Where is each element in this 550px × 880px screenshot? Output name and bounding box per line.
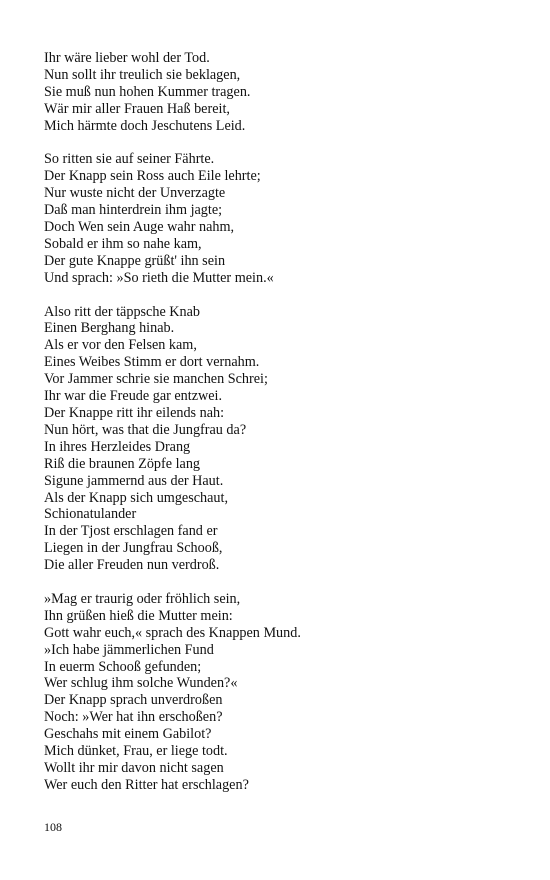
verse-line: Wer schlug ihm solche Wunden?« xyxy=(44,675,238,692)
verse-line: Ihr war die Freude gar entzwei. xyxy=(44,388,223,405)
verse-line: Nun sollt ihr treulich sie beklagen, xyxy=(44,66,241,83)
verse-line: »Ich habe jämmerlichen Fund xyxy=(44,641,214,658)
verse-line: Einen Berghang hinab. xyxy=(44,320,175,337)
verse-line: Als er vor den Felsen kam, xyxy=(44,337,197,354)
verse-line: Die aller Freuden nun verdroß. xyxy=(44,557,220,574)
verse-line: Sobald er ihm so nahe kam, xyxy=(44,235,202,252)
verse-line: So ritten sie auf seiner Fährte. xyxy=(44,151,215,168)
verse-line: Sigune jammernd aus der Haut. xyxy=(44,472,224,489)
verse-line: In der Tjost erschlagen fand er xyxy=(44,523,218,540)
verse-line: Nur wuste nicht der Unverzagte xyxy=(44,185,226,202)
verse-line: Sie muß nun hohen Kummer tragen. xyxy=(44,83,251,100)
verse-line: In euerm Schooß gefunden; xyxy=(44,658,202,675)
verse-line: Schionatulander xyxy=(44,506,137,523)
verse-line: Mich härmte doch Jeschutens Leid. xyxy=(44,117,246,134)
stanza-3 xyxy=(44,304,514,575)
verse-line: In ihres Herzleides Drang xyxy=(44,438,191,455)
verse-line: Der Knapp sprach unverdroßen xyxy=(44,692,223,709)
verse-line: Ihr wäre lieber wohl der Tod. xyxy=(44,50,210,66)
verse-line: Noch: »Wer hat ihn erschoßen? xyxy=(44,709,223,726)
verse-line: Vor Jammer schrie sie manchen Schrei; xyxy=(44,371,268,388)
verse-line: Riß die braunen Zöpfe lang xyxy=(44,455,201,472)
verse-line: Wollt ihr mir davon nicht sagen xyxy=(44,760,224,777)
stanza-4 xyxy=(44,591,514,794)
verse-line: Und sprach: »So rieth die Mutter mein.« xyxy=(44,269,274,286)
poem-text xyxy=(44,50,514,794)
verse-line: Gott wahr euch,« sprach des Knappen Mund. xyxy=(44,624,301,641)
verse-line: Mich dünket, Frau, er liege todt. xyxy=(44,743,228,760)
verse-line: Wer euch den Ritter hat erschlagen? xyxy=(44,776,249,793)
verse-line: Eines Weibes Stimm er dort vernahm. xyxy=(44,354,260,371)
verse-line: Liegen in der Jungfrau Schooß, xyxy=(44,540,223,557)
verse-line: Als der Knapp sich umgeschaut, xyxy=(44,489,229,506)
verse-line: Daß man hinterdrein ihm jagte; xyxy=(44,202,223,219)
verse-line: Der Knappe ritt ihr eilends nah: xyxy=(44,405,225,421)
page-number: 108 xyxy=(44,820,62,834)
verse-line: Nun hört, was that die Jungfrau da? xyxy=(44,421,247,438)
stanza-1 xyxy=(44,50,514,135)
verse-line: Ihn grüßen hieß die Mutter mein: xyxy=(44,607,233,624)
verse-line: Doch Wen sein Auge wahr nahm, xyxy=(44,219,235,236)
verse-line: Geschahs mit einem Gabilot? xyxy=(44,726,212,743)
verse-line: Also ritt der täppsche Knab xyxy=(44,303,201,320)
verse-line: »Mag er traurig oder fröhlich sein, xyxy=(44,590,241,607)
verse-line: Der gute Knappe grüßt' ihn sein xyxy=(44,252,226,269)
verse-line: Wär mir aller Frauen Haß bereit, xyxy=(44,100,230,117)
stanza-2 xyxy=(44,151,514,286)
verse-line: Der Knapp sein Ross auch Eile lehrte; xyxy=(44,168,261,185)
